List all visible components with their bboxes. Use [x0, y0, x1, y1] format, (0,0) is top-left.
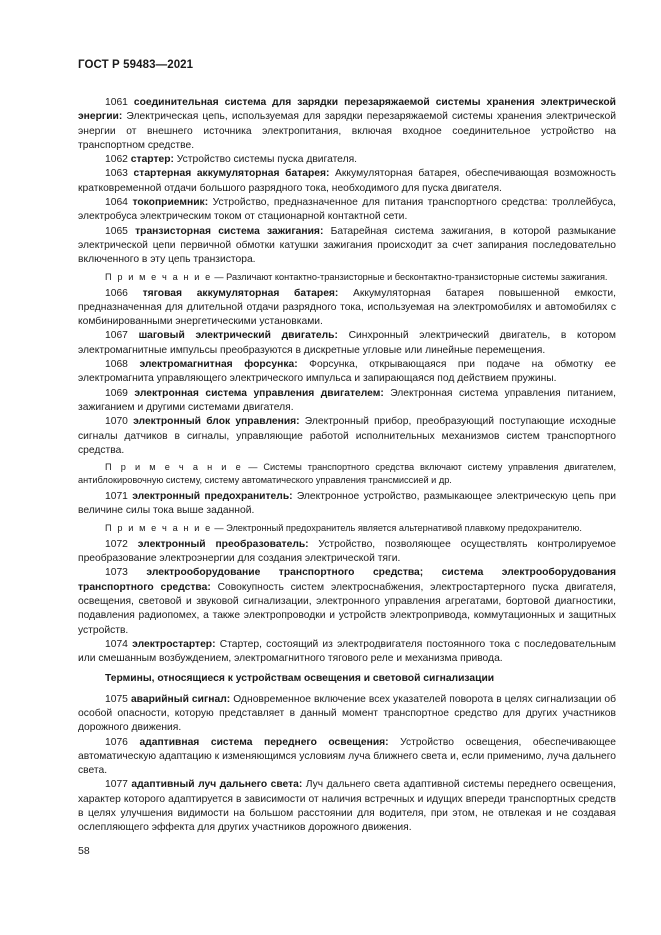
term-entry	[78, 196, 616, 225]
term-entry	[78, 96, 616, 153]
term: аварийный сигнал:	[130, 693, 231, 705]
term-entry	[78, 566, 616, 637]
entry-number: 1066	[105, 287, 128, 299]
term: токоприемник:	[132, 197, 209, 209]
definition: Аккумуляторная батарея повышенной емкости, предназначенная для длительной отдачи разрядного тока, используемая на электромобилях и автомобилях с комбинированными энергетическими установками.	[78, 287, 616, 328]
entry-number: 1074	[105, 638, 128, 650]
entry-number: 1075	[105, 693, 128, 705]
entry-number: 1073	[105, 567, 128, 579]
entry-number: 1070	[105, 416, 128, 428]
term-entry	[78, 287, 616, 330]
entry-number: 1067	[105, 330, 128, 342]
term-entry	[78, 693, 616, 736]
term-entry	[78, 778, 616, 835]
term: электронный блок управления:	[133, 416, 300, 428]
term: электромагнитная форсунка:	[139, 359, 298, 371]
term: шаговый электрический двигатель:	[138, 330, 338, 342]
definition: Одновременное включение всех указателей поворота в целях сигнализации об особой опасности, которую представляет в данный момент транспортное средство для других участников дорожного движения.	[78, 693, 616, 734]
entry-number: 1068	[105, 359, 128, 371]
note	[78, 522, 616, 535]
definition: Синхронный электрический двигатель, в котором электромагнитные импульсы преобразуются в дискретные угловые или линейные перемещения.	[78, 330, 616, 356]
term-entry	[78, 225, 616, 268]
entry-number: 1061	[105, 97, 128, 108]
entry-number: 1064	[105, 197, 128, 209]
entry-number: 1063	[105, 168, 128, 180]
definition: Аккумуляторная батарея, обеспечивающая возможность кратковременной отдачи большого разрядного тока, необходимого для пуска двигателя.	[78, 168, 616, 194]
definition: Стартер, состоящий из электродвигателя постоянного тока с последовательным или смешанным возбуждением, электромагнитного тягового реле и механизма привода.	[78, 638, 616, 665]
entry-number: 1065	[105, 225, 128, 237]
definition: Луч дальнего света адаптивной системы переднего освещения, характер которого адаптируется в зависимости от наличия встречных и идущих впереди транспортных средств в целях улучшения видимости на большом расстоянии для водителя, при этом, не отвлекая и не создавая ослепляющего эффекта для других участников дорожного движения.	[78, 779, 616, 834]
term: стартер:	[130, 154, 174, 166]
term-entry	[78, 490, 616, 519]
definition: Электронная система управления питанием, зажиганием и другими системами двигателя.	[78, 387, 616, 413]
term-entry	[78, 387, 616, 416]
definition: Устройство, предназначенное для питания транспортного средства: троллейбуса, электробуса электрическим током от стационарной контактной сети.	[78, 197, 616, 223]
term-entry	[78, 329, 616, 358]
note-text: — Электронный предохранитель является альтернативой плавкому предохранителю.	[211, 522, 582, 533]
entry-number: 1071	[105, 491, 128, 503]
definition: Электронный прибор, преобразующий поступающие исходные сигналы датчиков в сигналы, управляющие работой исполнительных механизмов систем транспортного средства.	[78, 416, 616, 456]
term: адаптивный луч дальнего света:	[131, 779, 303, 791]
definition: Совокупность систем электроснабжения, электростартерного пуска двигателя, освещения, световой и звуковой сигнализации, электронного управления агрегатами, бортовой диагностики, подавления радиопомех, а также электропроводки и устройств электропривода, коммутационных и защитных устройств.	[78, 581, 616, 636]
term-entry	[78, 358, 616, 387]
term: электрооборудование транспортного средства; система электрооборудования транспортного средства:	[78, 567, 616, 593]
term: соединительная система для зарядки перезаряжаемой системы хранения электрической энергии:	[78, 97, 616, 123]
entry-number: 1076	[105, 736, 128, 748]
term: электронный предохранитель:	[132, 491, 293, 503]
note-text: — Системы транспортного средства включают систему управления двигателем, антиблокировочную систему, систему автоматического управления трансмиссией и др.	[78, 462, 616, 486]
section-title: Термины, относящиеся к устройствам освещения и световой сигнализации	[105, 673, 495, 685]
term-entry	[78, 167, 616, 196]
term: электронный преобразователь:	[137, 538, 309, 550]
term-entry	[78, 415, 616, 458]
term-entry	[78, 538, 616, 567]
definition: Устройство, позволяющее осуществлять контролируемое преобразование электроэнергии для создания электрической тяги.	[78, 538, 616, 565]
entry-number: 1062	[105, 154, 128, 166]
definition: Форсунка, открывающаяся при подаче на обмотку ее электромагнита управляющего электрического импульса и запирающаяся под действием пружины.	[78, 359, 616, 385]
note-label: П р и м е ч а н и е	[105, 271, 212, 282]
entry-number: 1072	[105, 538, 128, 550]
note-text: — Различают контактно-транзисторные и бесконтактно-транзисторные системы зажигания.	[211, 271, 608, 282]
term: электронная система управления двигателем:	[134, 387, 384, 399]
term-entry	[78, 638, 616, 667]
definition: Электрическая цепь, используемая для зарядки перезаряжаемой системы хранения электрической энергии от внешнего источника электропитания, включая входное соединительное устройство на транспортном средстве.	[78, 111, 616, 151]
definition: Устройство системы пуска двигателя.	[173, 154, 358, 166]
definition: Электронное устройство, размыкающее электрическую цепь при величине силы тока выше заданной.	[78, 491, 616, 517]
note-label: П р и м е ч а н и е	[105, 522, 212, 533]
definition: Устройство освещения, обеспечивающее автоматическую адаптацию к изменяющимся условиям луча ближнего света и, если применимо, луча дальнего света.	[78, 736, 616, 777]
term-entry	[78, 153, 616, 167]
document-body	[78, 96, 616, 836]
entry-number: 1077	[105, 779, 128, 791]
term: электростартер:	[132, 638, 216, 650]
entry-number: 1069	[105, 387, 128, 399]
term: стартерная аккумуляторная батарея:	[133, 168, 330, 180]
note	[78, 271, 616, 284]
page-number: 58	[78, 845, 90, 857]
note	[78, 461, 616, 487]
term-entry	[78, 736, 616, 779]
term: транзисторная система зажигания:	[135, 225, 324, 237]
document-header: ГОСТ Р 59483—2021	[78, 59, 194, 71]
note-label: П р и м е ч а н и е	[105, 462, 243, 473]
definition: Батарейная система зажигания, в которой размыкание электрической цепи первичной обмотки катушки зажигания происходит за счет запирания последовательно включенного в эту цепь транзистора.	[78, 225, 616, 266]
term: тяговая аккумуляторная батарея:	[142, 287, 339, 299]
term: адаптивная система переднего освещения:	[139, 736, 389, 748]
